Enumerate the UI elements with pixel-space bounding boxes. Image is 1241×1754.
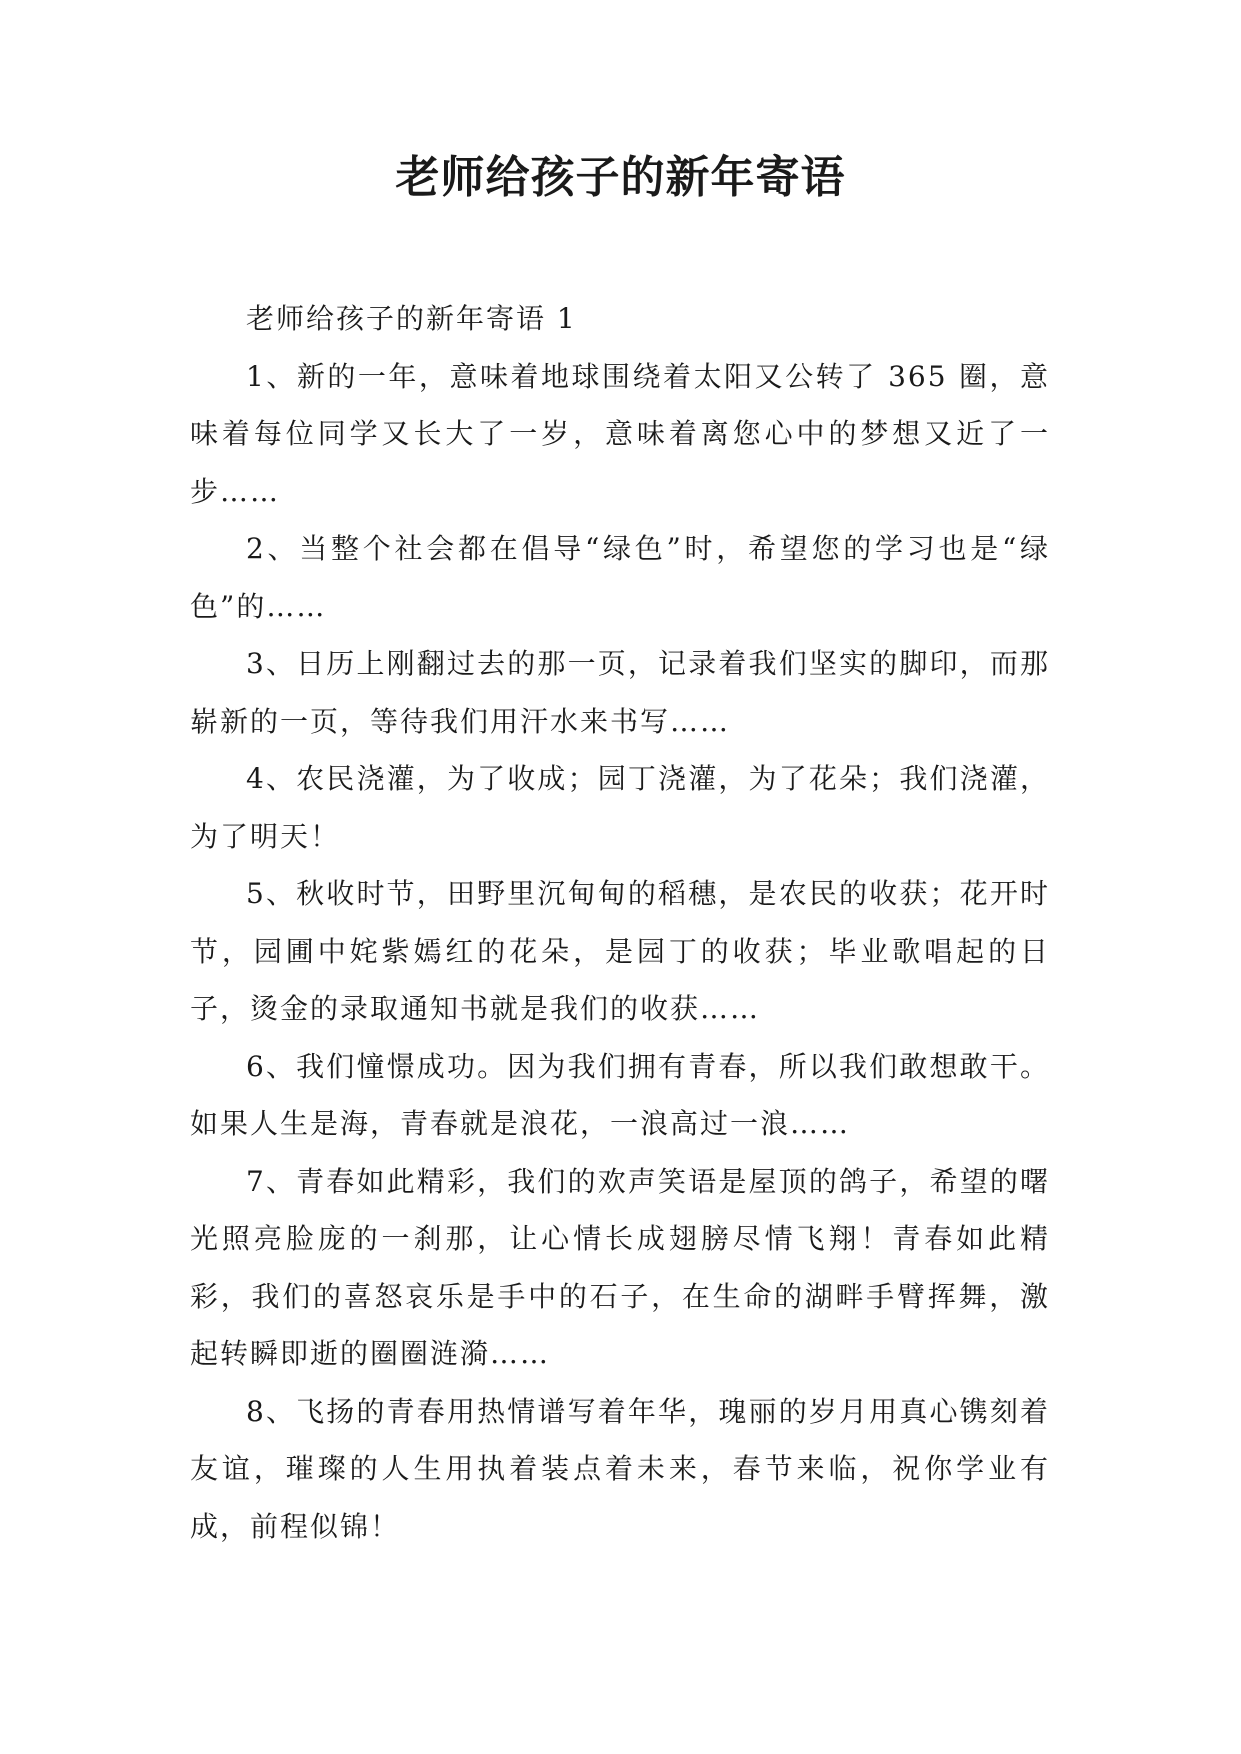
paragraph-7: 7、青春如此精彩，我们的欢声笑语是屋顶的鸽子，希望的曙光照亮脸庞的一刹那，让心情长成翅膀尽情飞翔！青春如此精彩，我们的喜怒哀乐是手中的石子，在生命的湖畔手臂挥舞，激起转瞬即逝的圈圈涟漪…… — [190, 1164, 1050, 1370]
paragraph-3: 3、日历上刚翻过去的那一页，记录着我们坚实的脚印，而那崭新的一页，等待我们用汗水来书写…… — [190, 647, 1050, 738]
document-title: 老师给孩子的新年寄语 — [395, 152, 846, 203]
paragraph-8: 8、飞扬的青春用热情谱写着年华，瑰丽的岁月用真心镌刻着友谊，璀璨的人生用执着装点着未来，春节来临，祝你学业有成，前程似锦！ — [190, 1394, 1050, 1543]
paragraph-1: 1、新的一年，意味着地球围绕着太阳又公转了 365 圈，意味着每位同学又长大了一岁，意味着离您心中的梦想又近了一步…… — [190, 359, 1050, 508]
section-heading: 老师给孩子的新年寄语 1 — [246, 302, 577, 335]
paragraph-6: 6、我们憧憬成功。因为我们拥有青春，所以我们敢想敢干。如果人生是海，青春就是浪花，一浪高过一浪…… — [190, 1049, 1050, 1140]
document-body — [190, 290, 1050, 1555]
paragraph-2: 2、当整个社会都在倡导“绿色”时，希望您的学习也是“绿色”的…… — [190, 532, 1050, 623]
paragraph-4: 4、农民浇灌，为了收成；园丁浇灌，为了花朵；我们浇灌，为了明天！ — [190, 762, 1050, 853]
paragraph-5: 5、秋收时节，田野里沉甸甸的稻穗，是农民的收获；花开时节，园圃中姹紫嫣红的花朵，是园丁的收获；毕业歌唱起的日子，烫金的录取通知书就是我们的收获…… — [190, 877, 1050, 1025]
